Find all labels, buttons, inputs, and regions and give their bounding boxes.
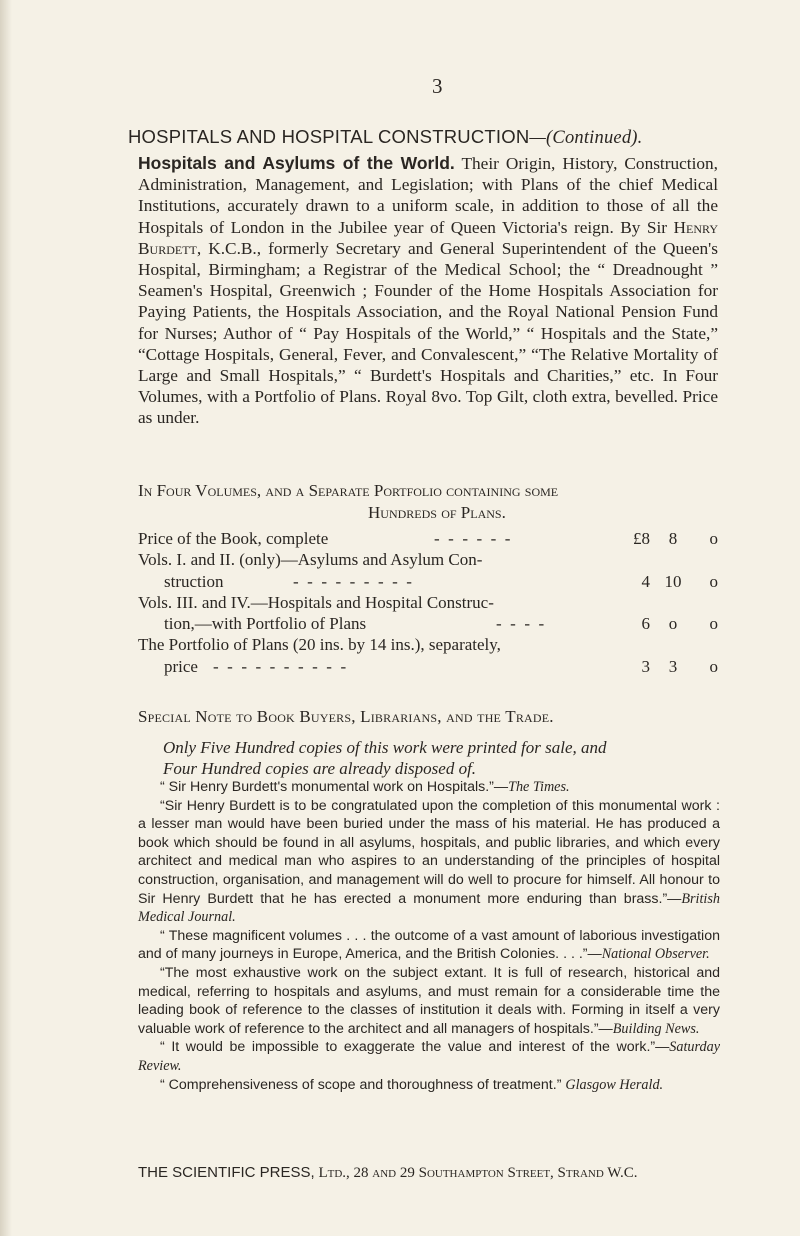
- price-row: [138, 634, 718, 655]
- author-name: Henry Burdett: [138, 217, 718, 258]
- price-label-cont: struction: [164, 571, 224, 591]
- price-pounds: 4: [641, 571, 650, 591]
- review-text: “Sir Henry Burdett is to be congratulated upon the completion of this monumental work : a lesser man would have been buried under the mass of his material. He has produced a book which should be found in all asylums, hospitals, and public libraries, and which every architect and medical man who aspires to an understanding of the principles of hospital construction, organisation, and management will do well to procure for himself. All honour to Sir Henry Burdett that he has erected a monument more enduring than brass.”—: [138, 797, 720, 907]
- review-source: The Times.: [508, 779, 570, 795]
- only-line1: Only Five Hundred copies of this work were printed for sale, and: [163, 738, 607, 757]
- review-source: Building News.: [612, 1020, 700, 1037]
- price-shillings: 10: [664, 571, 682, 591]
- section-heading: [128, 126, 728, 149]
- price-row-cont: [138, 571, 718, 592]
- price-shillings: o: [668, 614, 678, 634]
- book-description: [138, 153, 718, 429]
- page-number: 3: [432, 74, 443, 98]
- review-text: “ Sir Henry Burdett's monumental work on Hospitals.”—: [160, 779, 509, 795]
- subheading-line2: Hundreds of Plans.: [368, 503, 506, 522]
- leader-dots: - - - - - - - - -: [293, 571, 412, 591]
- price-row: [138, 528, 718, 549]
- price-pence: o: [709, 529, 718, 548]
- price-pence: o: [709, 656, 718, 676]
- price-label: Price of the Book, complete: [138, 529, 329, 548]
- price-label: Vols. III. and IV.—Hospitals and Hospital Construc-: [138, 592, 494, 612]
- price-label-cont: price: [164, 656, 198, 676]
- review-source: Saturday Review.: [138, 1039, 720, 1074]
- review-text: “The most exhaustive work on the subject extant. It is full of research, historical and medical, referring to hospitals and asylums, and must remain for a considerable time the leading book of reference to the classes of institution it deals with. Forming in itself a very valuable work of reference to the architect and all managers of hospitals.”—: [138, 964, 720, 1037]
- publisher-footer: [138, 1164, 738, 1182]
- special-note-heading: Special Note to Book Buyers, Librarians, and the Trade.: [138, 707, 554, 726]
- price-row-cont: [138, 656, 718, 677]
- description-part1: Their Origin, History, Construction, Administration, Management, and Legislation; with Plans of the chief Medical Institutions, accurately drawn to a uniform scale, in addition to those of all the Hospitals of London in the Jubilee year of Queen Victoria's reign. By Sir: [138, 154, 719, 237]
- volumes-subheading: [138, 480, 718, 524]
- publisher-name: THE SCIENTIFIC PRESS,: [138, 1164, 315, 1181]
- heading-main: HOSPITALS AND HOSPITAL CONSTRUCTION: [128, 126, 530, 147]
- price-row: [138, 592, 718, 613]
- leader-dots: - - - - - -: [434, 529, 511, 548]
- publisher-address: Ltd., 28 and 29 Southampton Street, Strand W.C.: [314, 1165, 638, 1181]
- press-reviews: [138, 778, 720, 1094]
- price-shillings: 3: [668, 656, 678, 676]
- review-text: “ These magnificent volumes . . . the outcome of a vast amount of laborious investigation and of many journeys in Europe, America, and the British Colonies. . . .”—: [138, 927, 720, 963]
- page-edge-shadow: [0, 0, 12, 1236]
- review-text: “ Comprehensiveness of scope and thoroughness of treatment.”: [160, 1076, 566, 1093]
- price-list: [138, 528, 718, 677]
- price-shillings: 8: [668, 529, 678, 548]
- description-part2: , K.C.B., formerly Secretary and General Superintendent of the Queen's Hospital, Birmingham; a Registrar of the Medical School; the “ Dreadnought ” Seamen's Hospital, Greenwich ; Founder of the Home Hospitals Association for Paying Patients, the Hospitals Association, and the Royal National Pension Fund for Nurses; Author of “ Pay Hospitals of the World,” “ Hospitals and the State,” “Cottage Hospitals, General, Fever, and Convalescent,” “The Relative Mortality of Large and Small Hospitals,” “ Burdett's Hospitals and Charities,” etc. In Four Volumes, with a Portfolio of Plans. Royal 8vo. Top Gilt, cloth extra, bevelled. Price as under.: [138, 238, 718, 428]
- price-pounds: 6: [641, 614, 650, 634]
- leader-dots: - - - -: [496, 614, 545, 634]
- price-pence: o: [709, 614, 718, 634]
- heading-suffix: —(Continued).: [529, 128, 643, 148]
- price-pence: o: [709, 571, 718, 591]
- price-label-cont: tion,—with Portfolio of Plans: [164, 614, 367, 634]
- price-row-cont: [138, 613, 718, 634]
- review-quote: [138, 797, 720, 927]
- price-pounds: £8: [633, 529, 650, 548]
- review-text: “ It would be impossible to exaggerate the value and interest of the work.”—: [160, 1039, 670, 1056]
- price-row: [138, 549, 718, 570]
- review-quote: [138, 1038, 720, 1075]
- leader-dots: - - - - - - - - - -: [213, 656, 347, 676]
- subheading-line1: In Four Volumes, and a Separate Portfolio containing some: [138, 481, 559, 500]
- book-title: Hospitals and Asylums of the World.: [138, 153, 455, 173]
- review-quote: [138, 1076, 720, 1095]
- price-label: The Portfolio of Plans (20 ins. by 14 ins.), separately,: [138, 635, 501, 655]
- review-source: National Observer.: [601, 946, 710, 963]
- review-quote: [138, 778, 720, 797]
- review-source: British Medical Journal.: [138, 890, 720, 926]
- review-source: Glasgow Herald.: [565, 1076, 664, 1093]
- price-pounds: 3: [641, 656, 650, 676]
- review-quote: [138, 927, 720, 964]
- review-quote: [138, 964, 720, 1038]
- limited-edition-note: [163, 737, 718, 779]
- price-label: Vols. I. and II. (only)—Asylums and Asylum Con-: [138, 550, 483, 570]
- only-line2: Four Hundred copies are already disposed of.: [163, 759, 477, 778]
